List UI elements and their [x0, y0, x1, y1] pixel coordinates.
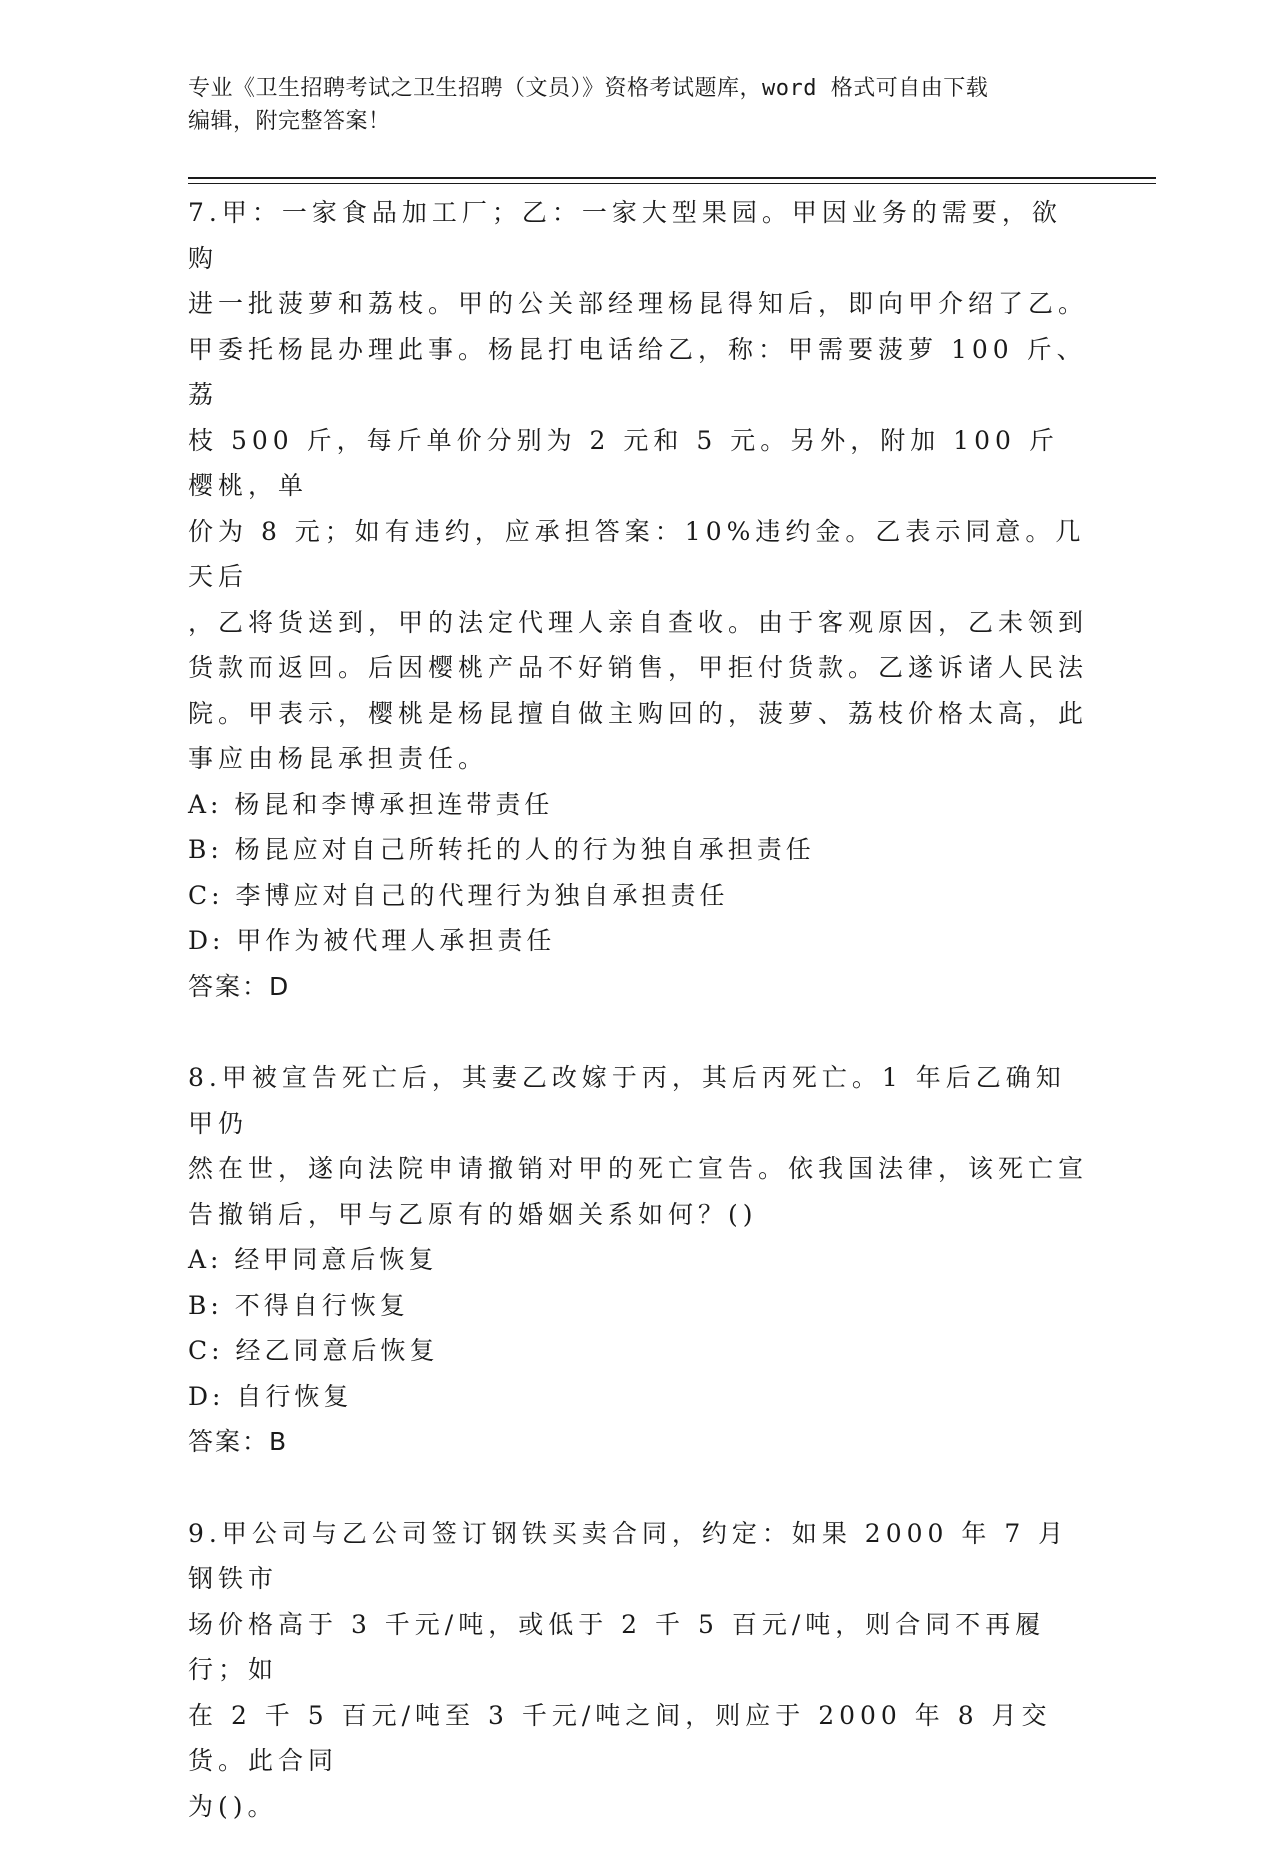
question-7-stem-line: 甲委托杨昆办理此事。杨昆打电话给乙，称：甲需要菠萝 100 斤、荔	[188, 334, 1087, 409]
question-9-stem-line: 9.甲公司与乙公司签订钢铁买卖合同，约定：如果 2000 年 7 月钢铁市	[188, 1518, 1069, 1593]
question-7-stem-line: 价为 8 元；如有违约，应承担答案：10%违约金。乙表示同意。几天后	[188, 516, 1086, 591]
question-8-option-a: A: 经甲同意后恢复	[188, 1245, 438, 1274]
question-7-stem-line: 枝 500 斤，每斤单价分别为 2 元和 5 元。另外，附加 100 斤樱桃，单	[188, 425, 1059, 500]
question-8-answer: 答案：B	[188, 1427, 289, 1456]
question-8-option-d: D: 自行恢复	[188, 1381, 353, 1411]
question-7-answer: 答案：D	[188, 971, 291, 1001]
question-8-stem-line: 告撤销后，甲与乙原有的婚姻关系如何？()	[188, 1199, 758, 1229]
question-8-stem-line: 然在世，遂向法院申请撤销对甲的死亡宣告。依我国法律，该死亡宣	[188, 1154, 1089, 1183]
question-7-option-d: D: 甲作为被代理人承担责任	[188, 926, 556, 955]
question-7-option-a: A: 杨昆和李博承担连带责任	[188, 789, 554, 819]
header-divider-thick	[188, 177, 1156, 179]
question-9-stem-line: 场价格高于 3 千元/吨，或低于 2 千 5 百元/吨，则合同不再履行；如	[188, 1609, 1046, 1684]
question-9-stem-line: 在 2 千 5 百元/吨至 3 千元/吨之间，则应于 2000 年 8 月交货。此合同	[188, 1700, 1052, 1775]
question-8-stem-line: 8.甲被宣告死亡后，其妻乙改嫁于丙，其后丙死亡。1 年后乙确知甲仍	[188, 1063, 1066, 1138]
question-8-option-b: B: 不得自行恢复	[188, 1290, 409, 1320]
question-7-stem-line: 院。甲表示，樱桃是杨昆擅自做主购回的，菠萝、荔枝价格太高，此	[188, 698, 1089, 728]
header-line-2: 编辑，附完整答案！	[188, 109, 391, 134]
header-line-1: 专业《卫生招聘考试之卫生招聘（文员）》资格考试题库，word 格式可自由下载	[188, 76, 989, 101]
question-7-stem-line: 7.甲：一家食品加工厂；乙：一家大型果园。甲因业务的需要，欲购	[188, 198, 1062, 273]
question-7	[188, 190, 1088, 1009]
question-7-stem-line: 进一批菠萝和荔枝。甲的公关部经理杨昆得知后，即向甲介绍了乙。	[188, 289, 1089, 318]
question-7-option-c: C: 李博应对自己的代理行为独自承担责任	[188, 880, 729, 910]
question-9-stem-line: 为()。	[188, 1791, 278, 1821]
question-7-stem-line: 货款而返回。后因樱桃产品不好销售，甲拒付货款。乙遂诉诸人民法	[188, 653, 1089, 682]
question-7-stem-line: 事应由杨昆承担责任。	[188, 744, 489, 773]
document-header	[188, 72, 1088, 138]
question-7-stem-line: ，乙将货送到，甲的法定代理人亲自查收。由于客观原因，乙未领到	[188, 607, 1089, 637]
question-8	[188, 1055, 1088, 1465]
question-7-option-b: B: 杨昆应对自己所转托的人的行为独自承担责任	[188, 835, 815, 864]
question-9	[188, 1511, 1088, 1830]
question-8-option-c: C: 经乙同意后恢复	[188, 1336, 439, 1365]
header-divider-thin	[188, 183, 1156, 184]
question-list	[188, 190, 1088, 1875]
